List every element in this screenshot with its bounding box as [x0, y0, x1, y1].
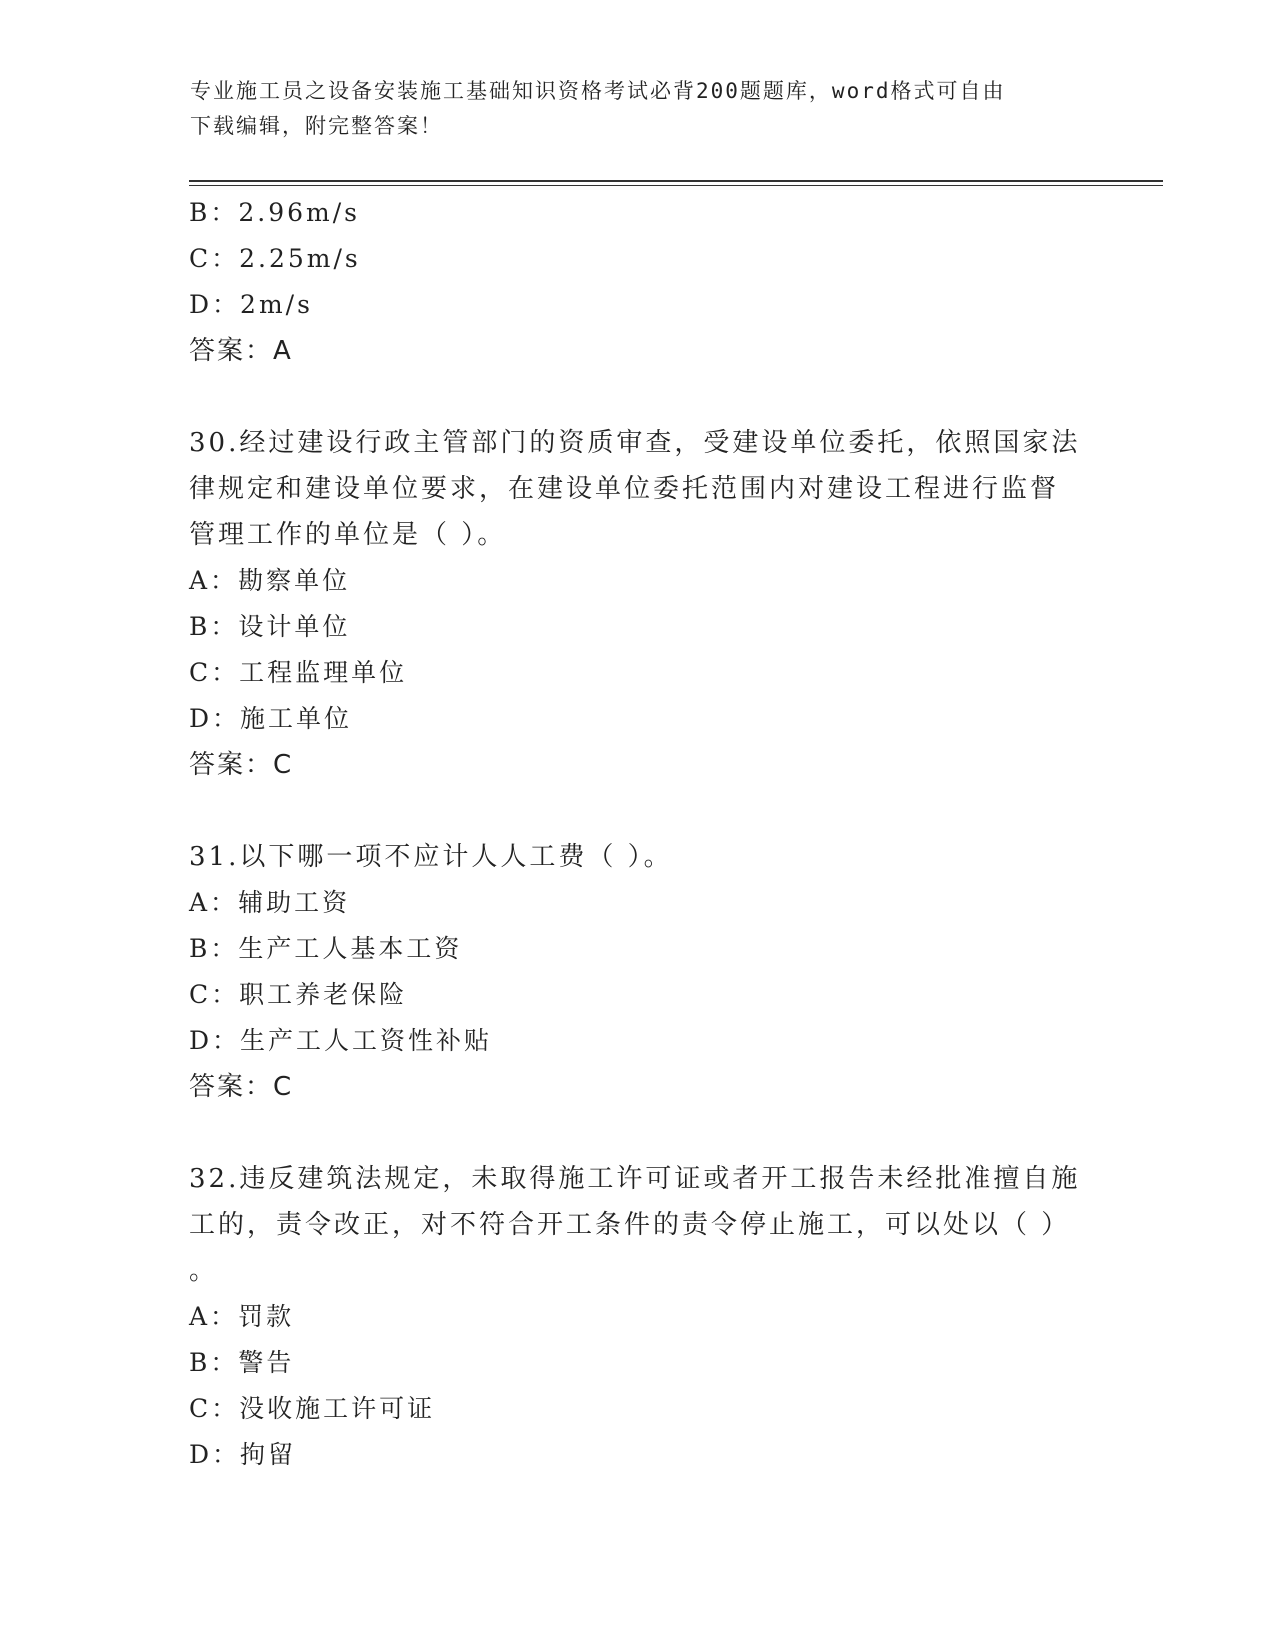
option-d	[189, 1018, 1089, 1064]
question-stem: 工的，责令改正，对不符合开工条件的责令停止施工，可以处以（ ）	[189, 1210, 1071, 1240]
question-stem: 管理工作的单位是（ ）。	[189, 520, 507, 550]
answer-line: 答案：C	[189, 750, 294, 780]
question-stem: 31.以下哪一项不应计人人工费（ ）。	[189, 842, 673, 872]
question-stem: 32.违反建筑法规定，未取得施工许可证或者开工报告未经批准擅自施	[189, 1164, 1081, 1194]
question-block-30	[189, 420, 1089, 788]
option-text: 辅助工资	[238, 888, 351, 917]
option-label: A：	[189, 1302, 239, 1331]
option-text: 没收施工许可证	[239, 1394, 436, 1423]
question-list	[189, 190, 1089, 1478]
header-divider-thick	[189, 180, 1163, 182]
option-d	[189, 696, 1089, 742]
option-c	[189, 1386, 1089, 1432]
option-text: 生产工人基本工资	[238, 934, 463, 963]
option-b	[189, 604, 1089, 650]
option-c	[189, 972, 1089, 1018]
option-label: D：	[189, 290, 241, 319]
option-d	[189, 282, 1089, 328]
question-stem: 律规定和建设单位要求，在建设单位委托范围内对建设工程进行监督	[189, 474, 1060, 504]
option-label: B：	[189, 1348, 239, 1377]
option-a	[189, 880, 1089, 926]
option-text: 2.25m/s	[239, 244, 361, 273]
spacer	[189, 788, 1089, 834]
option-a	[189, 558, 1089, 604]
option-label: C：	[189, 244, 240, 273]
option-text: 警告	[238, 1348, 295, 1377]
option-b	[189, 190, 1089, 236]
question-stem: 30.经过建设行政主管部门的资质审查，受建设单位委托，依照国家法	[189, 428, 1081, 458]
document-header	[190, 74, 1090, 144]
option-label: B：	[189, 612, 239, 641]
option-label: A：	[189, 566, 239, 595]
option-label: C：	[189, 658, 240, 687]
question-block-31	[189, 834, 1089, 1110]
option-b	[189, 1340, 1089, 1386]
option-c	[189, 650, 1089, 696]
spacer	[189, 374, 1089, 420]
option-label: D：	[189, 704, 241, 733]
option-label: B：	[189, 198, 239, 227]
question-block-29	[189, 190, 1089, 374]
answer-line: 答案：A	[189, 336, 293, 366]
header-divider-thin	[189, 185, 1163, 186]
option-text: 勘察单位	[238, 566, 351, 595]
option-text: 设计单位	[238, 612, 351, 641]
question-stem: 。	[189, 1256, 219, 1286]
spacer	[189, 1110, 1089, 1156]
option-a	[189, 1294, 1089, 1340]
option-text: 拘留	[240, 1440, 297, 1469]
option-text: 职工养老保险	[239, 980, 408, 1009]
option-text: 2m/s	[240, 290, 313, 319]
header-title-line-1: 专业施工员之设备安装施工基础知识资格考试必背200题题库，word格式可自由	[190, 79, 1006, 103]
option-b	[189, 926, 1089, 972]
option-label: C：	[189, 980, 240, 1009]
option-label: C：	[189, 1394, 240, 1423]
option-label: A：	[189, 888, 239, 917]
option-text: 施工单位	[240, 704, 353, 733]
option-d	[189, 1432, 1089, 1478]
option-label: D：	[189, 1026, 241, 1055]
answer-line: 答案：C	[189, 1072, 294, 1102]
question-block-32	[189, 1156, 1089, 1478]
option-label: B：	[189, 934, 239, 963]
header-title-line-2: 下载编辑，附完整答案！	[190, 114, 443, 138]
option-text: 2.96m/s	[238, 198, 360, 227]
option-c	[189, 236, 1089, 282]
option-text: 罚款	[238, 1302, 295, 1331]
option-label: D：	[189, 1440, 241, 1469]
option-text: 工程监理单位	[239, 658, 408, 687]
option-text: 生产工人工资性补贴	[240, 1026, 493, 1055]
